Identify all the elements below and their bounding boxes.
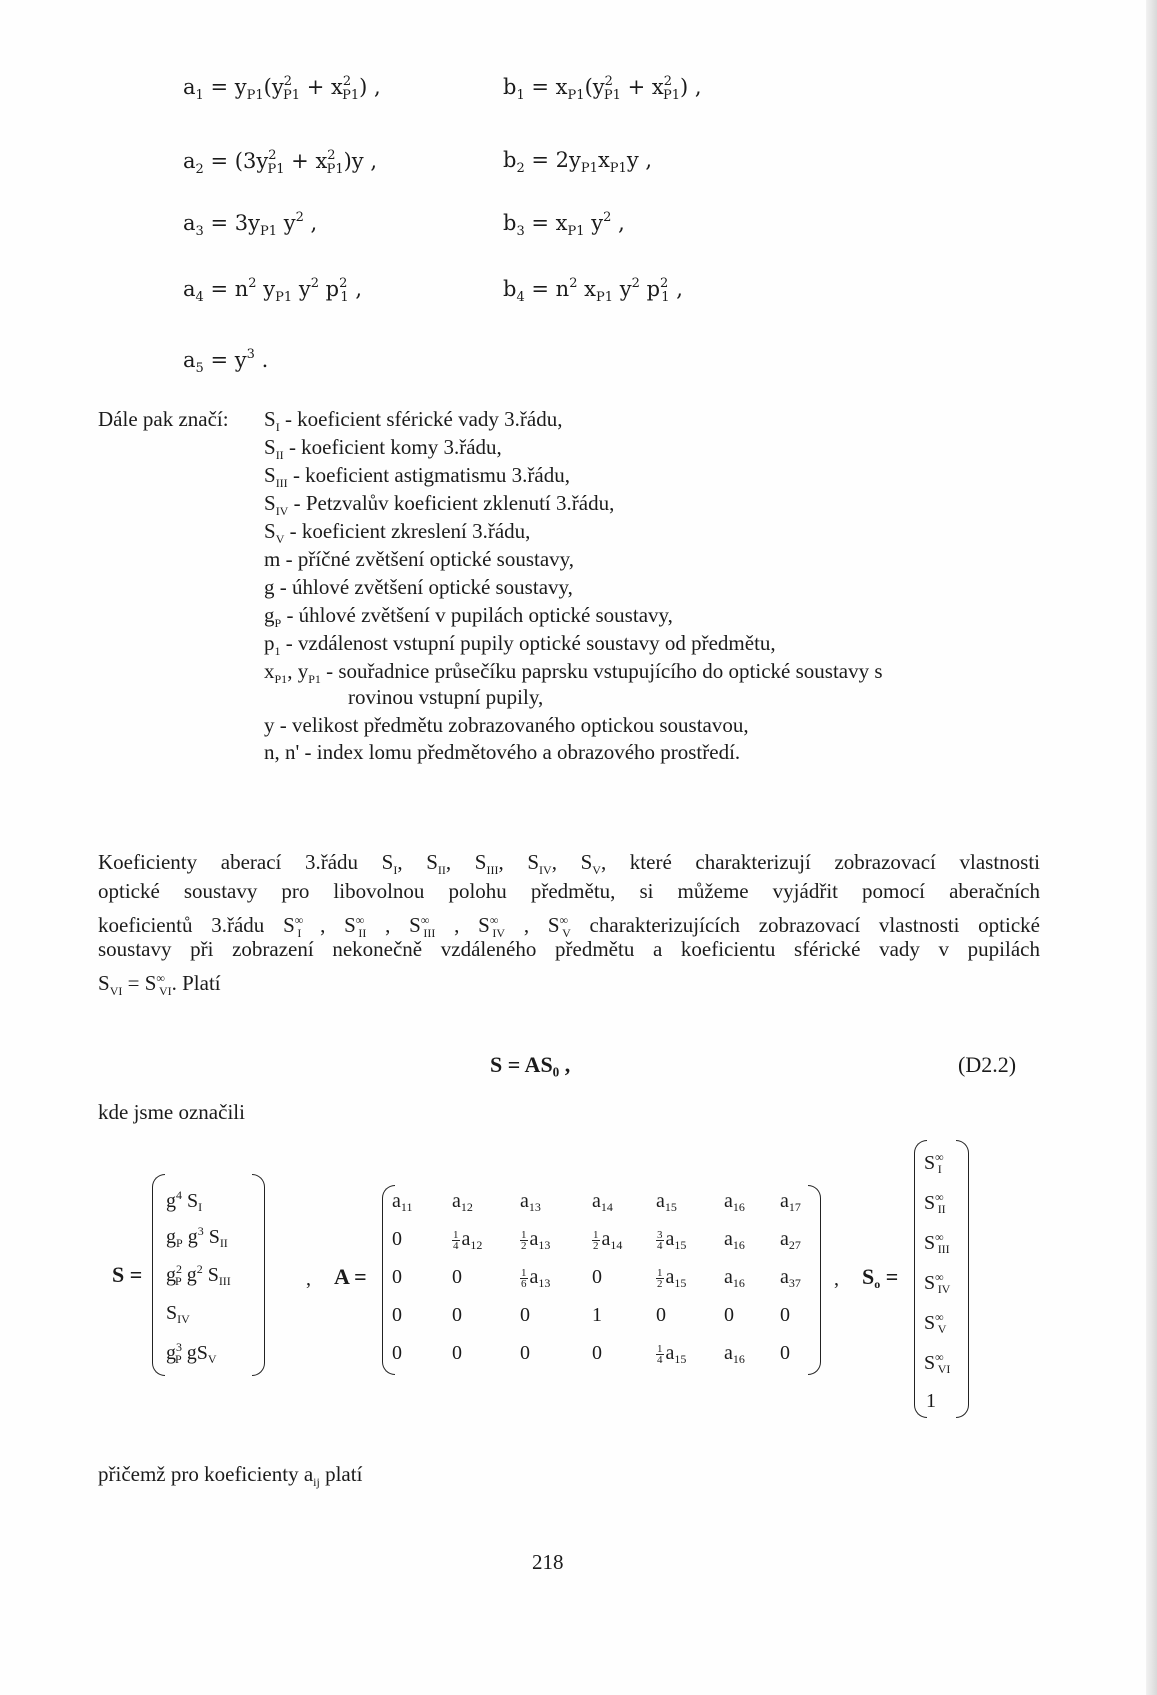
paragraph-line-3: koeficientů 3.řádu $S^\infty_I$ , $S^\infty_{II}$ , $S^\infty_{III}$ , $S^\infty_{IV}$ , $S^\infty_V$ charakterizujících zobrazovací vlastnosti optické — [98, 913, 1040, 941]
equation-b2: $b_2 = 2y_{P1}x_{P1}y$ , — [503, 148, 653, 176]
a-matrix-cell: 0 — [656, 1304, 666, 1326]
a-matrix-cell: $a_{27}$ — [780, 1228, 801, 1252]
a-matrix-cell: 0 — [392, 1342, 402, 1364]
legend-intro: Dále pak značí: — [98, 407, 229, 431]
legend-item: rovinou vstupní pupily, — [348, 685, 544, 709]
legend-item: $S_{IV}$ - Petzvalův koeficient zklenutí 3.řádu, — [264, 491, 615, 519]
a-matrix-cell: $\frac{3}{4}$ $a_{15}$ — [657, 1228, 687, 1252]
legend-item: $x_{P1}$, $y_{P1}$ - souřadnice průsečíku paprsku vstupujícího do optické soustavy s — [264, 659, 883, 687]
equation-number: (D2.2) — [958, 1052, 1017, 1077]
equation-a1: $a_1 = y_{P1}(y^2_{P1} + x^2_{P1})$ , — [183, 74, 381, 103]
legend-item: n, n' - index lomu předmětového a obrazového prostředí. — [264, 740, 741, 764]
legend-item: $p_1$ - vzdálenost vstupní pupily optické soustavy od předmětu, — [264, 631, 776, 659]
a-matrix-cell: $a_{16}$ — [724, 1228, 745, 1252]
a-matrix-cell: 0 — [780, 1342, 790, 1364]
s0-bracket-right — [956, 1140, 969, 1418]
a-matrix-cell: $a_{15}$ — [656, 1190, 677, 1214]
a-matrix-cell: $a_{12}$ — [452, 1190, 473, 1214]
legend-item: g - úhlové zvětšení optické soustavy, — [264, 575, 573, 599]
a-matrix-cell: 0 — [780, 1304, 790, 1326]
a-matrix-cell: $\frac{1}{4}$ $a_{12}$ — [453, 1228, 483, 1252]
a-matrix-cell: 0 — [724, 1304, 734, 1326]
a-matrix-cell: $a_{16}$ — [724, 1190, 745, 1214]
equation-a5: $a_5 = y^3$ . — [183, 347, 269, 376]
a-matrix-cell: $\frac{1}{2}$ $a_{14}$ — [593, 1228, 623, 1252]
legend-item: $S_{II}$ - koeficient komy 3.řádu, — [264, 435, 502, 463]
s-bracket-left — [152, 1174, 165, 1376]
s0-row-6: $S^\infty_{VI}$ — [924, 1350, 951, 1376]
equation-b1: $b_1 = x_{P1}(y^2_{P1} + x^2_{P1})$ , — [503, 74, 702, 103]
legend-item: m - příčné zvětšení optické soustavy, — [264, 547, 575, 571]
paragraph-line-5: $S_{VI} = S^\infty_{VI}$. Platí — [98, 971, 221, 999]
paragraph-line-2: optické soustavy pro libovolnou polohu předmětu, si můžeme vyjádřit pomocí aberačních — [98, 879, 1040, 903]
s0-row-5: $S^\infty_V$ — [924, 1310, 947, 1336]
legend-item: $S_V$ - koeficient zkreslení 3.řádu, — [264, 519, 531, 547]
legend-item: y - velikost předmětu zobrazovaného optickou soustavou, — [264, 713, 749, 737]
a-matrix-cell: 0 — [452, 1266, 462, 1288]
s0-row-1: $S^\infty_I$ — [924, 1150, 944, 1176]
paragraph-line-4: soustavy při zobrazení nekonečně vzdáleného předmětu a koeficientu sférické vady v pupilách — [98, 937, 1040, 961]
s0-row-4: $S^\infty_{IV}$ — [924, 1270, 951, 1296]
kde-text: kde jsme označili — [98, 1100, 245, 1124]
a-matrix-cell: $a_{37}$ — [780, 1266, 801, 1290]
legend-item: $S_I$ - koeficient sférické vady 3.řádu, — [264, 407, 563, 435]
a-matrix-cell: $\frac{1}{2}$ $a_{15}$ — [657, 1266, 687, 1290]
a-matrix-cell: $a_{14}$ — [592, 1190, 613, 1214]
s-row-2: $g_P$ $g^3$ $S_{II}$ — [166, 1224, 228, 1250]
a-matrix-cell: 0 — [392, 1228, 402, 1250]
a-matrix-cell: $\frac{1}{4}$ $a_{15}$ — [657, 1342, 687, 1366]
a-matrix-cell: $a_{13}$ — [520, 1190, 541, 1214]
s0-row-2: $S^\infty_{II}$ — [924, 1190, 946, 1216]
comma-2: , — [834, 1268, 839, 1290]
a-matrix-cell: 1 — [592, 1304, 602, 1326]
a-bracket-right — [808, 1185, 821, 1375]
a-matrix-cell: 0 — [520, 1304, 530, 1326]
a-matrix-cell: 0 — [392, 1304, 402, 1326]
a-matrix-cell: $a_{16}$ — [724, 1342, 745, 1366]
page-number: 218 — [532, 1550, 564, 1574]
a-matrix-cell: 0 — [592, 1266, 602, 1288]
a-matrix-cell: 0 — [520, 1342, 530, 1364]
equation-a2: $a_2 = (3y^2_{P1} + x^2_{P1})y$ , — [183, 148, 378, 177]
a-matrix-cell: 0 — [392, 1266, 402, 1288]
s-row-1: $g^4$ $S_I$ — [166, 1188, 203, 1214]
comma-1: , — [306, 1268, 311, 1290]
legend-item: $S_{III}$ - koeficient astigmatismu 3.řádu, — [264, 463, 570, 491]
s-row-5: $g^3_P$ $gS_V$ — [166, 1340, 217, 1366]
paragraph-line-1: Koeficienty aberací 3.řádu $S_I$, $S_{II}$, $S_{III}$, $S_{IV}$, $S_V$, které charakterizují zobrazovací vlastnosti — [98, 850, 1041, 878]
a-matrix-cell: $a_{16}$ — [724, 1266, 745, 1290]
equation-b4: $b_4 = n^2$ $x_{P1}$ $y^2$ $p^2_1$ , — [503, 276, 683, 305]
s-row-3: $g^2_P$ $g^2$ $S_{III}$ — [166, 1262, 231, 1288]
s-label: S = — [112, 1262, 143, 1287]
equation-b3: $b_3 = x_{P1}$ $y^2$ , — [503, 210, 625, 239]
s-row-4: $S_{IV}$ — [166, 1302, 190, 1326]
main-equation: S = AS₀ , — [490, 1052, 571, 1077]
equation-a3: $a_3 = 3y_{P1}$ $y^2$ , — [183, 210, 318, 239]
s0-label: $S_o$ = — [862, 1264, 899, 1291]
a-matrix-cell: $a_{17}$ — [780, 1190, 801, 1214]
s0-row-3: $S^\infty_{III}$ — [924, 1230, 950, 1256]
a-matrix-cell: $a_{11}$ — [392, 1190, 413, 1214]
a-matrix-cell: $\frac{1}{2}$ $a_{13}$ — [521, 1228, 551, 1252]
scan-edge-shadow — [1146, 0, 1157, 1695]
a-matrix-cell: 0 — [452, 1304, 462, 1326]
footer-text: přičemž pro koeficienty $a_{ij}$ platí — [98, 1462, 363, 1490]
a-matrix-cell: 0 — [592, 1342, 602, 1364]
s-bracket-right — [252, 1174, 265, 1376]
equation-a4: $a_4 = n^2$ $y_{P1}$ $y^2$ $p^2_1$ , — [183, 276, 363, 305]
a-matrix-cell: 0 — [452, 1342, 462, 1364]
legend-item: $g_P$ - úhlové zvětšení v pupilách optické soustavy, — [264, 603, 673, 631]
a-matrix-cell: $\frac{1}{6}$ $a_{13}$ — [521, 1266, 551, 1290]
a-label: A = — [334, 1264, 367, 1289]
s0-row-7: 1 — [926, 1390, 936, 1412]
